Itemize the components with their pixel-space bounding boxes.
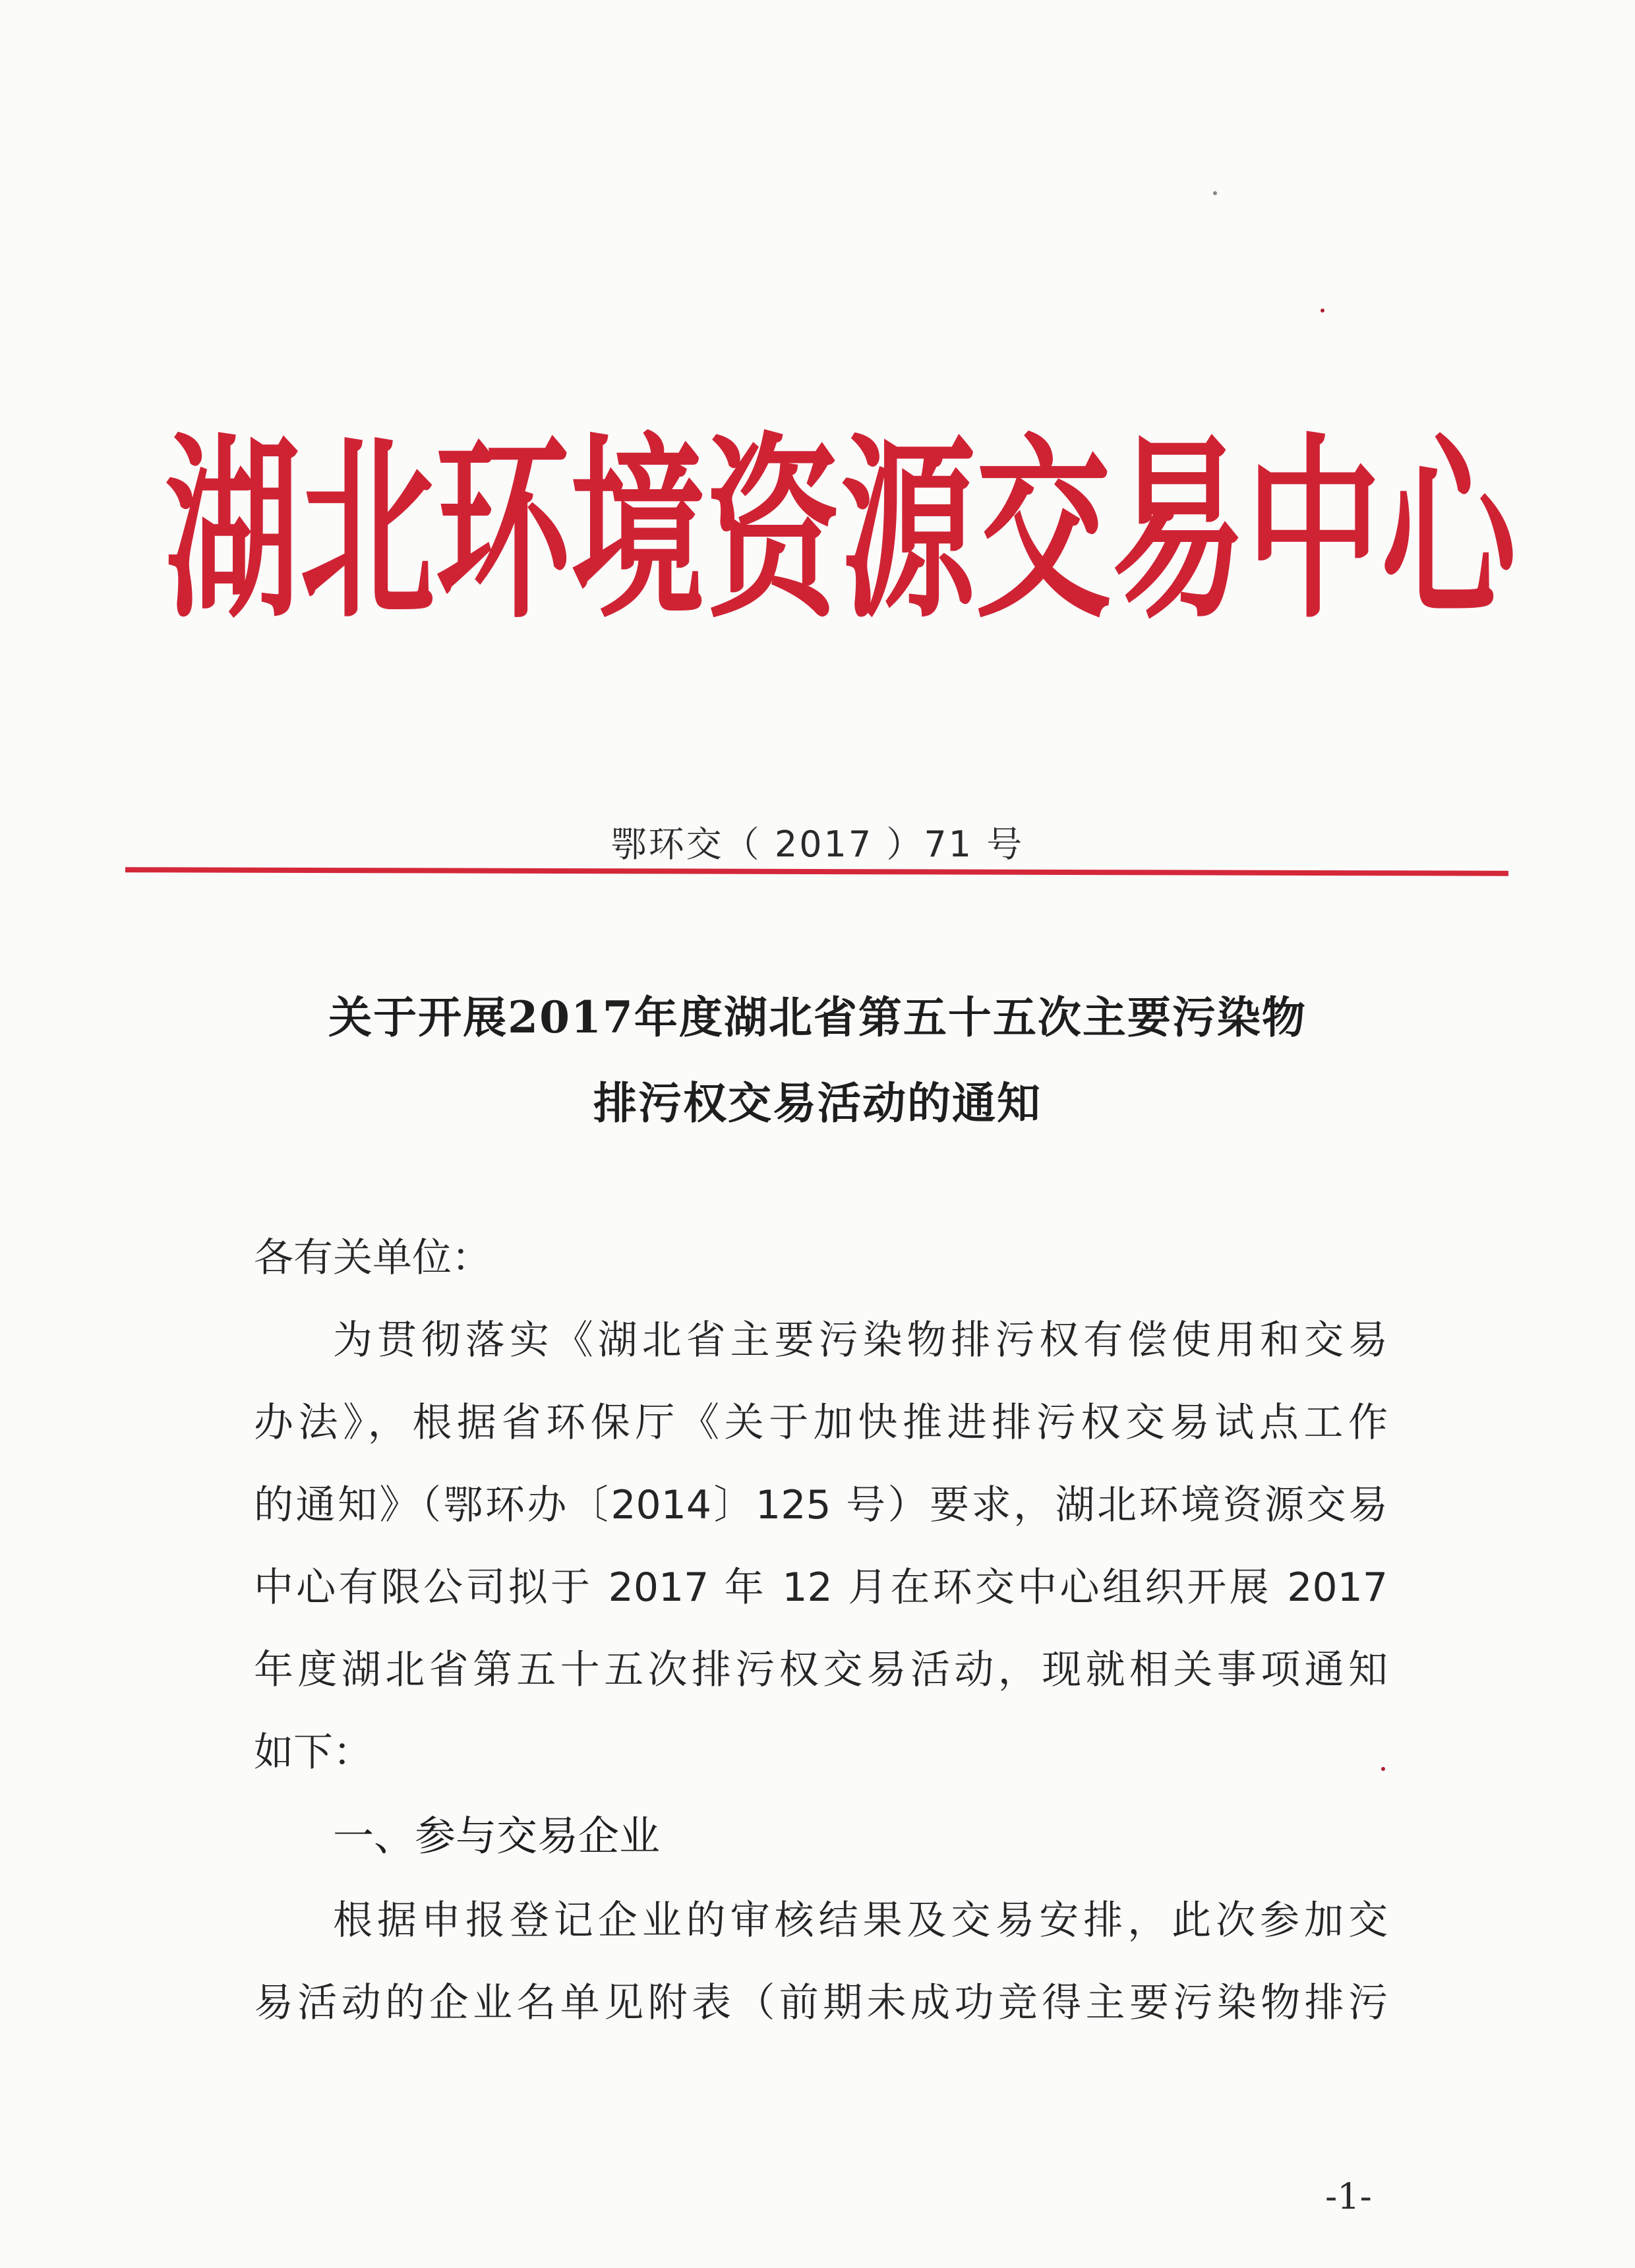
salutation: 各有关单位： <box>254 1235 491 1281</box>
masthead-char: 易 <box>1111 415 1246 645</box>
masthead-char: 心 <box>1381 415 1516 645</box>
notice-title-line-1: 关于开展2017年度湖北省第五十五次主要污染物 <box>328 992 1307 1043</box>
masthead-char: 源 <box>841 415 976 645</box>
body-line: 为贯彻落实《湖北省主要污染物排污权有偿使用和交易 <box>333 1317 1388 1363</box>
body-line: 如下： <box>254 1729 372 1776</box>
body-line: 的通知》（鄂环办〔2014〕125 号）要求，湖北环境资源交易 <box>254 1482 1388 1528</box>
red-divider-rule <box>125 867 1508 876</box>
masthead-char: 环 <box>435 415 570 645</box>
masthead-char: 北 <box>300 415 435 645</box>
scan-speck <box>1381 1767 1385 1771</box>
scan-speck <box>1321 309 1324 313</box>
page-number: -1- <box>1325 2176 1372 2217</box>
body-line: 年度湖北省第五十五次排污权交易活动，现就相关事项通知 <box>254 1647 1388 1693</box>
section-heading: 一、参与交易企业 <box>333 1812 661 1860</box>
body-line: 易活动的企业名单见附表（前期未成功竞得主要污染物排污 <box>254 1980 1388 2026</box>
masthead-char: 湖 <box>165 415 300 645</box>
masthead-char: 境 <box>570 415 705 645</box>
notice-title-line-2: 排污权交易活动的通知 <box>593 1077 1042 1129</box>
body-line: 根据申报登记企业的审核结果及交易安排，此次参加交 <box>333 1897 1388 1944</box>
masthead-char: 中 <box>1246 415 1381 645</box>
masthead-char: 交 <box>976 415 1111 645</box>
document-number: 鄂环交（ 2017 ）71 号 <box>610 823 1025 865</box>
body-line: 办法》，根据省环保厅《关于加快推进排污权交易试点工作 <box>254 1400 1388 1446</box>
body-line: 中心有限公司拟于 2017 年 12 月在环交中心组织开展 2017 <box>254 1565 1388 1611</box>
masthead-organization-name <box>165 415 1516 645</box>
scan-speck <box>1213 191 1217 195</box>
masthead-char: 资 <box>705 415 841 645</box>
